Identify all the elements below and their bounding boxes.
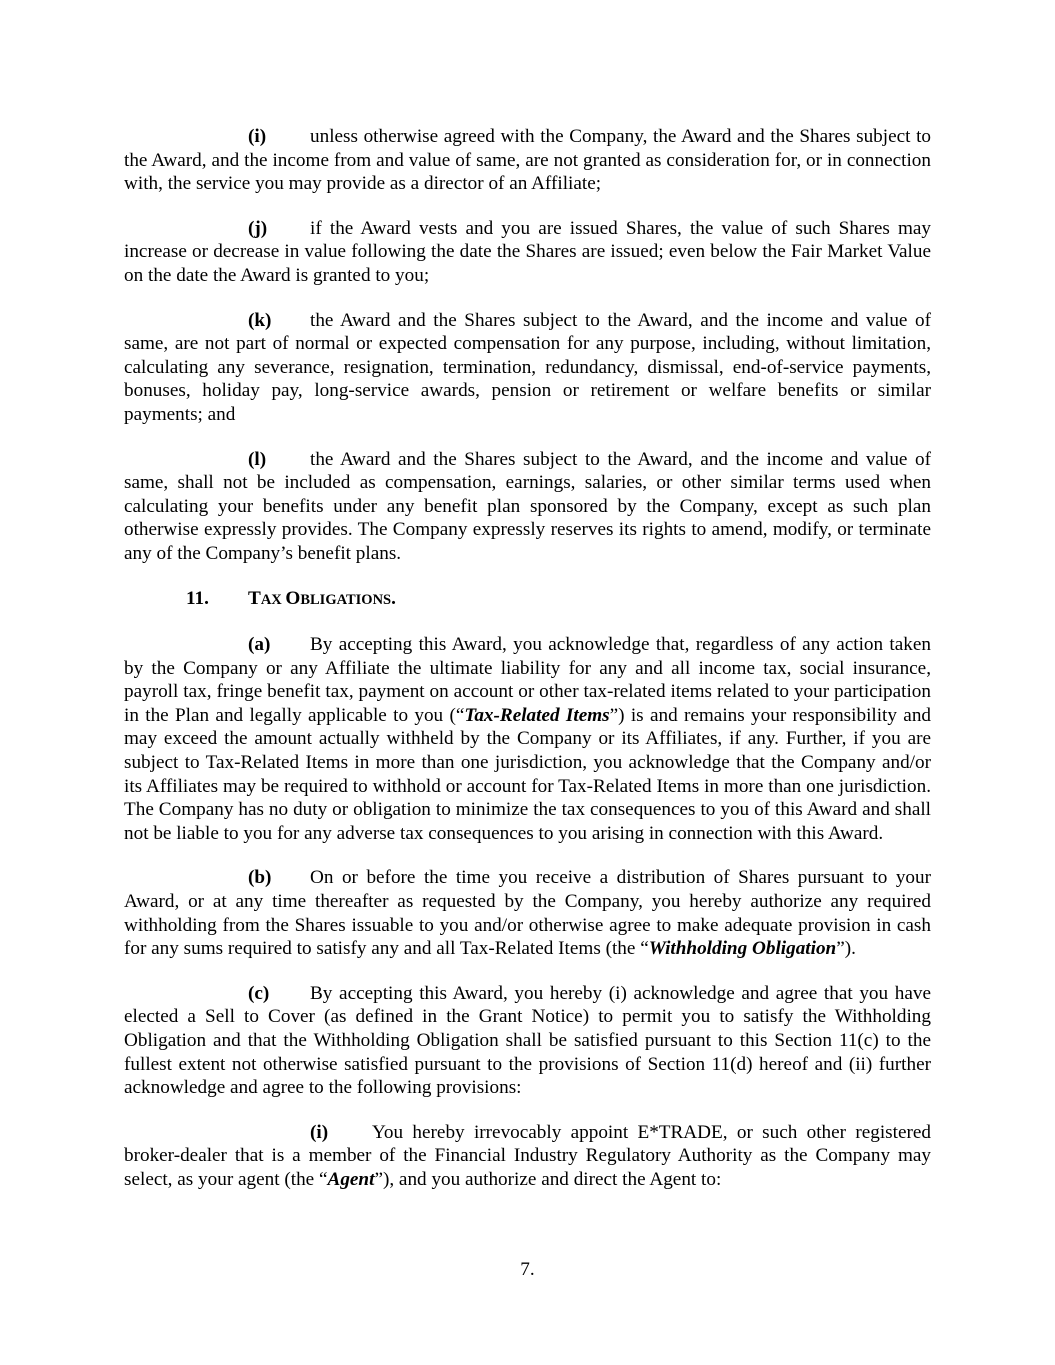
- paragraph-c-i: [124, 1121, 931, 1192]
- paragraph-c: [124, 982, 931, 1100]
- paragraph-a: [124, 633, 931, 845]
- paragraph-l: [124, 448, 931, 566]
- paragraph-label: (a): [248, 634, 271, 656]
- page-number: 7.: [520, 1259, 535, 1280]
- paragraph-text: ”), and you authorize and direct the Agent to:: [374, 1168, 722, 1190]
- defined-term: Withholding Obligation: [648, 938, 837, 960]
- defined-term: Agent: [327, 1168, 375, 1190]
- document-page: [124, 125, 931, 1213]
- section-title: TAX OBLIGATIONS.: [248, 587, 396, 609]
- paragraph-text: if the Award vests and you are issued Shares, the value of such Shares may increase or decrease in value following the date the Shares are issued; even below the Fair Market Value on the date the Award is granted to you;: [124, 217, 931, 286]
- paragraph-b: [124, 866, 931, 960]
- paragraph-text: By accepting this Award, you acknowledge that, regardless of any action taken by the Company or any Affiliate the ultimate liability for any and all income tax, social insurance, payroll tax, fringe benefit tax, payment on account or other tax-related items related to your participation in the Plan and legally applicable to you (“: [124, 634, 931, 726]
- paragraph-j: [124, 217, 931, 288]
- paragraph-text: the Award and the Shares subject to the Award, and the income and value of same, shall not be included as compensation, earnings, salaries, or other similar terms used when calculating your benefits under any benefit plan sponsored by the Company, except as such plan otherwise expressly provides. The Company expressly reserves its rights to amend, modify, or terminate any of the Company’s benefit plans.: [124, 448, 931, 564]
- paragraph-text: ”) is and remains your responsibility and may exceed the amount actually withheld by the Company or its Affiliates, if any. Further, if you are subject to Tax-Related Items in more than one jurisdiction, you acknowledge that the Company and/or its Affiliates may be required to withhold or account for Tax-Related Items in more than one jurisdiction. The Company has no duty or obligation to minimize the tax consequences to you of this Award and shall not be liable to you for any adverse tax consequences to you arising in connection with this Award.: [124, 704, 932, 844]
- paragraph-text: By accepting this Award, you hereby (i) acknowledge and agree that you have elected a Sell to Cover (as defined in the Grant Notice) to permit you to satisfy the Withholding Obligation and that the Withholding Obligation shall be satisfied pursuant to this Section 11(c) to the fullest extent not otherwise satisfied pursuant to the provisions of Section 11(d) hereof and (ii) further acknowledge and agree to the following provisions:: [124, 982, 931, 1099]
- paragraph-text: unless otherwise agreed with the Company, the Award and the Shares subject to the Award, and the income from and value of same, are not granted as consideration for, or in connection with, the service you may provide as a director of an Affiliate;: [124, 126, 931, 195]
- paragraph-label: (i): [248, 126, 267, 147]
- paragraph-text: ”).: [836, 938, 856, 960]
- paragraph-label: (c): [248, 982, 270, 1004]
- paragraph-label: (b): [248, 867, 272, 889]
- paragraph-label: (j): [248, 217, 268, 239]
- paragraph-k: [124, 309, 931, 427]
- paragraph-text: On or before the time you receive a distribution of Shares pursuant to your Award, or at any time thereafter as requested by the Company, you hereby authorize any required withholding from the Shares issuable to you and/or otherwise agree to make adequate provision in cash for any sums required to satisfy any and all Tax-Related Items (the “: [124, 867, 931, 960]
- paragraph-text: the Award and the Shares subject to the Award, and the income and value of same, are not part of normal or expected compensation for any purpose, including, without limitation, calculating any severance, resignation, termination, redundancy, dismissal, end-of-service payments, bonuses, holiday pay, long-service awards, pension or retirement or welfare benefits or similar payments; and: [124, 309, 931, 425]
- section-heading: [186, 587, 931, 613]
- defined-term: Tax-Related Items: [464, 704, 610, 726]
- section-number: 11.: [186, 587, 209, 609]
- paragraph-text: You hereby irrevocably appoint E*TRADE, or such other registered broker-dealer that is a member of the Financial Industry Regulatory Authority as the Company may select, as your agent (the “: [124, 1121, 931, 1190]
- paragraph-label: (i): [310, 1121, 329, 1143]
- paragraph-label: (k): [248, 309, 272, 331]
- paragraph-label: (l): [248, 448, 267, 470]
- paragraph-i: [124, 125, 931, 196]
